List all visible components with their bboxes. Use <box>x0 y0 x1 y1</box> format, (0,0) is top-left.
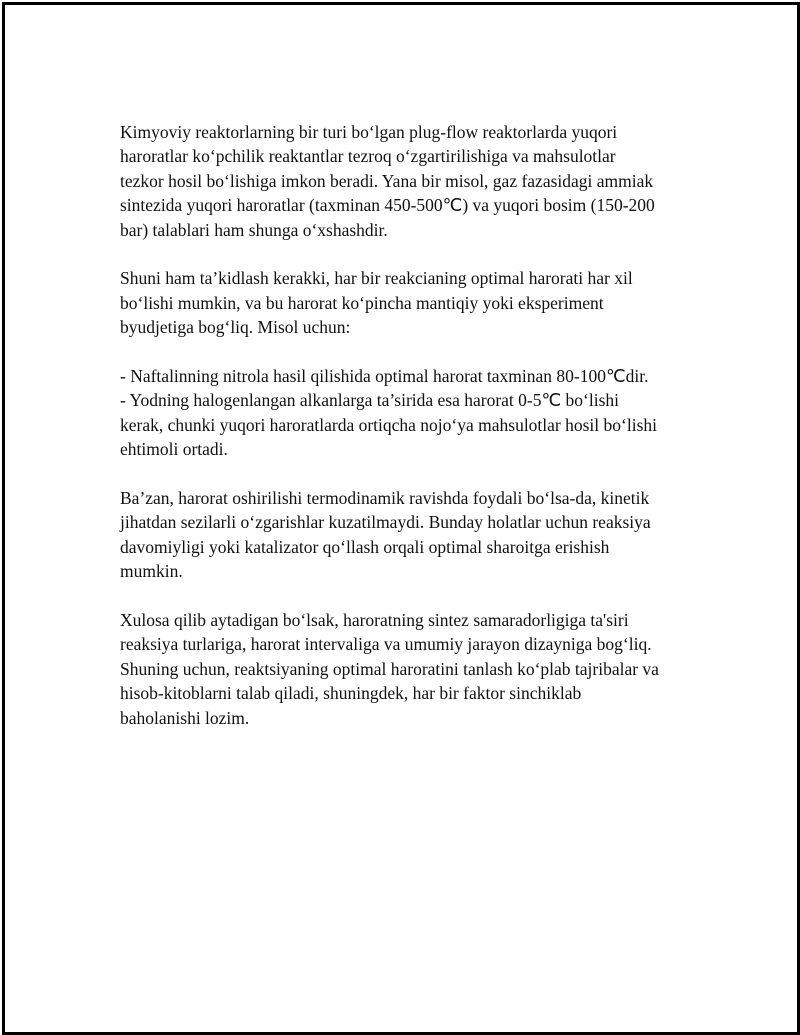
text-line: jihatdan sezilarli o‘zgarishlar kuzatilmaydi. Bunday holatlar uchun reaksiya <box>120 512 651 533</box>
text-line: byudjetiga bog‘liq. Misol uchun: <box>120 317 351 338</box>
text-line: mumkin. <box>120 561 183 582</box>
text-line: ehtimoli ortadi. <box>120 439 228 460</box>
text-line: baholanishi lozim. <box>120 707 250 728</box>
document-page <box>2 2 800 1035</box>
text-line: hisob-kitoblarni talab qiladi, shuningdek, har bir faktor sinchiklab <box>120 683 582 704</box>
text-line: bo‘lishi mumkin, va bu harorat ko‘pincha mantiqiy yoki eksperiment <box>120 292 604 313</box>
text-line: Shuni ham ta’kidlash kerakki, har bir reakcianing optimal harorati har xil <box>120 268 633 289</box>
list-item: - Yodning halogenlangan alkanlarga ta’sirida esa harorat 0-5℃ bo‘lishi <box>120 390 619 411</box>
document-body <box>120 120 700 754</box>
paragraph-conclusion <box>120 608 700 730</box>
paragraph-examples-list <box>120 364 700 462</box>
text-line: bar) talablari ham shunga o‘xshashdir. <box>120 219 388 240</box>
paragraph-reactor-temperatures <box>120 120 700 242</box>
text-line: Xulosa qilib aytadigan bo‘lsak, haroratning sintez samaradorligiga ta'siri <box>120 610 629 631</box>
list-item: - Naftalinning nitrola hasil qilishida optimal harorat taxminan 80-100℃dir. <box>120 366 649 387</box>
text-line: tezkor hosil bo‘lishiga imkon beradi. Yana bir misol, gaz fazasidagi ammiak <box>120 170 654 191</box>
text-line: davomiyligi yoki katalizator qo‘llash orqali optimal sharoitga erishish <box>120 536 610 557</box>
text-line: kerak, chunki yuqori haroratlarda ortiqcha nojo‘ya mahsulotlar hosil bo‘lishi <box>120 414 658 435</box>
paragraph-kinetics <box>120 486 700 584</box>
text-line: Kimyoviy reaktorlarning bir turi bo‘lgan plug-flow reaktorlarda yuqori <box>120 122 618 142</box>
text-line: Shuning uchun, reaktsiyaning optimal haroratini tanlash ko‘plab tajribalar va <box>120 658 659 679</box>
text-line: Ba’zan, harorat oshirilishi termodinamik ravishda foydali bo‘lsa-da, kinetik <box>120 488 650 509</box>
paragraph-optimal-temperature <box>120 266 700 339</box>
text-line: reaksiya turlariga, harorat intervaliga va umumiy jarayon dizayniga bog‘liq. <box>120 634 652 655</box>
text-line: haroratlar ko‘pchilik reaktantlar tezroq o‘zgartirilishiga va mahsulotlar <box>120 146 616 167</box>
text-line: sintezida yuqori haroratlar (taxminan 450-500℃) va yuqori bosim (150-200 <box>120 195 655 216</box>
